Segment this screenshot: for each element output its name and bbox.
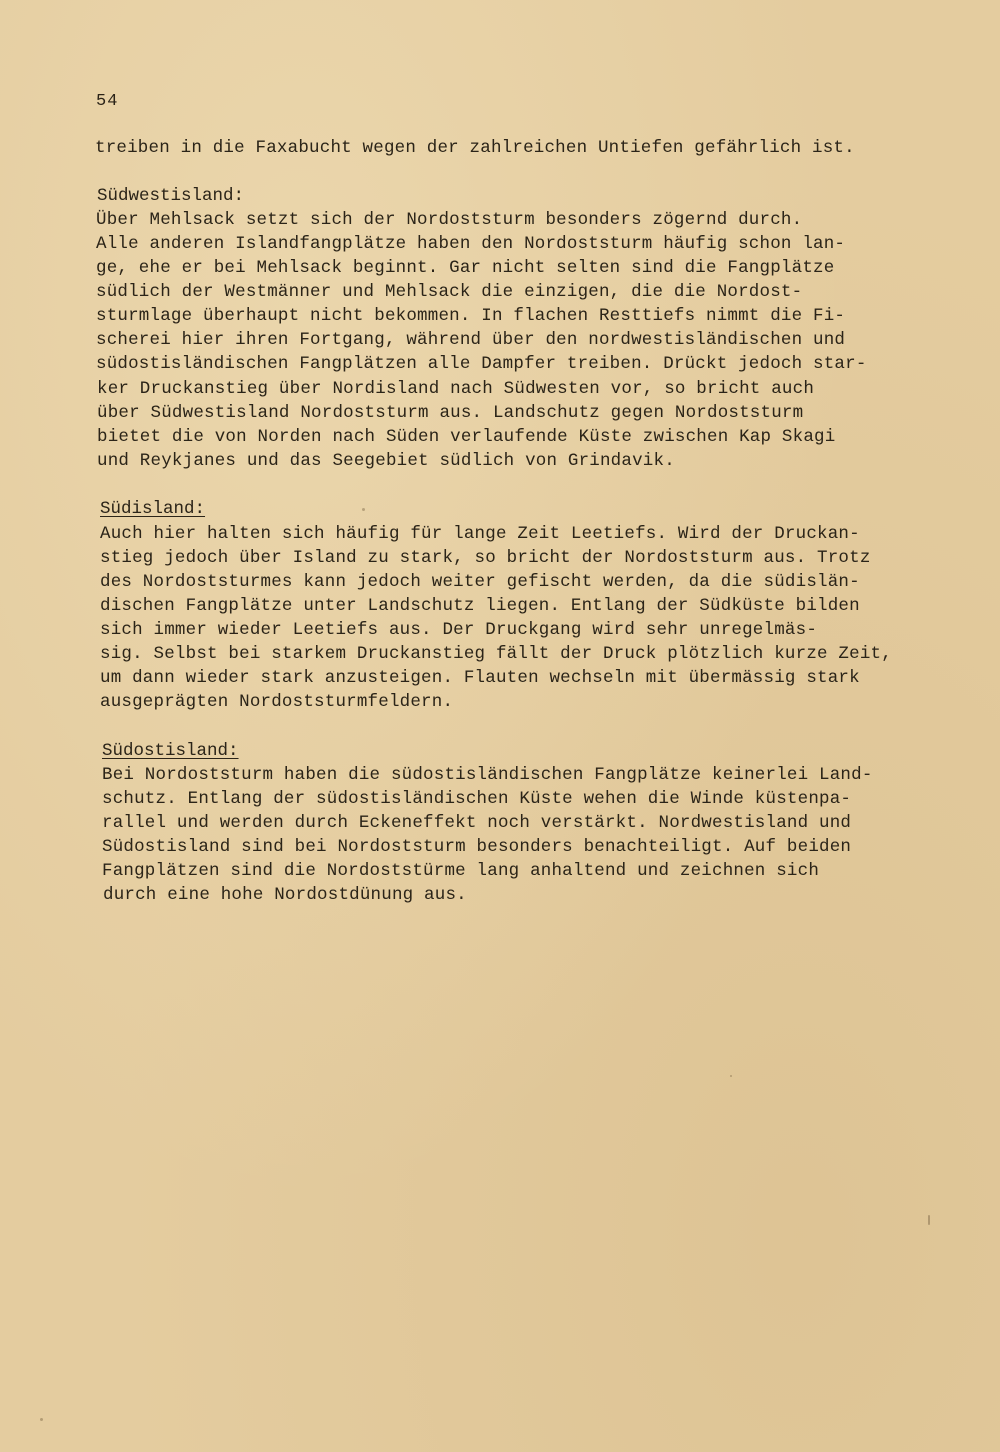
paragraph-line: ausgeprägten Nordoststurmfeldern.	[100, 692, 454, 712]
paragraph-line: ker Druckanstieg über Nordisland nach Südwesten vor, so bricht auch	[97, 379, 815, 399]
paper-speck	[40, 1418, 43, 1421]
paragraph-line: Bei Nordoststurm haben die südostisländischen Fangplätze keinerlei Land-	[102, 765, 873, 785]
paragraph-line: über Südwestisland Nordoststurm aus. Landschutz gegen Nordoststurm	[97, 403, 804, 423]
paragraph-line: sturmlage überhaupt nicht bekommen. In flachen Resttiefs nimmt die Fi-	[96, 306, 846, 326]
paragraph-line: und Reykjanes und das Seegebiet südlich von Grindavik.	[97, 451, 675, 471]
paragraph-line: Alle anderen Islandfangplätze haben den Nordoststurm häufig schon lan-	[96, 234, 846, 254]
paragraph-line: stieg jedoch über Island zu stark, so bricht der Nordoststurm aus. Trotz	[100, 548, 871, 568]
page-number: 54	[96, 92, 119, 111]
section-heading-suedisland: Südisland:	[100, 499, 206, 519]
paragraph-line: sig. Selbst bei starkem Druckanstieg fällt der Druck plötzlich kurze Zeit,	[100, 644, 892, 664]
paragraph-line: durch eine hohe Nordostdünung aus.	[103, 885, 467, 905]
paragraph-line: dischen Fangplätze unter Landschutz liegen. Entlang der Südküste bilden	[100, 596, 860, 616]
paragraph-line: scherei hier ihren Fortgang, während über den nordwestisländischen und	[96, 330, 846, 350]
paragraph-line: bietet die von Norden nach Süden verlaufende Küste zwischen Kap Skagi	[97, 427, 836, 447]
section-heading-suedostisland: Südostisland:	[102, 741, 239, 761]
section-heading-suedwestisland: Südwestisland:	[97, 186, 245, 206]
paragraph-line: um dann wieder stark anzusteigen. Flauten wechseln mit übermässig stark	[100, 668, 860, 688]
paragraph-line: rallel und werden durch Eckeneffekt noch verstärkt. Nordwestisland und	[102, 813, 852, 833]
paragraph-line: sich immer wieder Leetiefs aus. Der Druckgang wird sehr unregelmäs-	[100, 620, 818, 640]
paragraph-line: südostisländischen Fangplätzen alle Dampfer treiben. Drückt jedoch star-	[96, 354, 867, 374]
paper-speck	[928, 1215, 930, 1225]
paragraph-line: ge, ehe er bei Mehlsack beginnt. Gar nicht selten sind die Fangplätze	[96, 258, 835, 278]
paragraph-line: Auch hier halten sich häufig für lange Zeit Leetiefs. Wird der Druckan-	[100, 524, 860, 544]
intro-line: treiben in die Faxabucht wegen der zahlreichen Untiefen gefährlich ist.	[95, 138, 855, 158]
paragraph-line: Fangplätzen sind die Nordoststürme lang anhaltend und zeichnen sich	[102, 861, 820, 881]
paragraph-line: Über Mehlsack setzt sich der Nordoststurm besonders zögernd durch.	[96, 210, 803, 230]
paragraph-line: südlich der Westmänner und Mehlsack die einzigen, die die Nordost-	[96, 282, 803, 302]
paragraph-line: des Nordoststurmes kann jedoch weiter gefischt werden, da die südislän-	[100, 572, 860, 592]
paragraph-line: Südostisland sind bei Nordoststurm besonders benachteiligt. Auf beiden	[102, 837, 852, 857]
paragraph-line: schutz. Entlang der südostisländischen Küste wehen die Winde küstenpa-	[102, 789, 852, 809]
paper-speck	[362, 508, 365, 511]
paper-speck	[730, 1075, 732, 1077]
